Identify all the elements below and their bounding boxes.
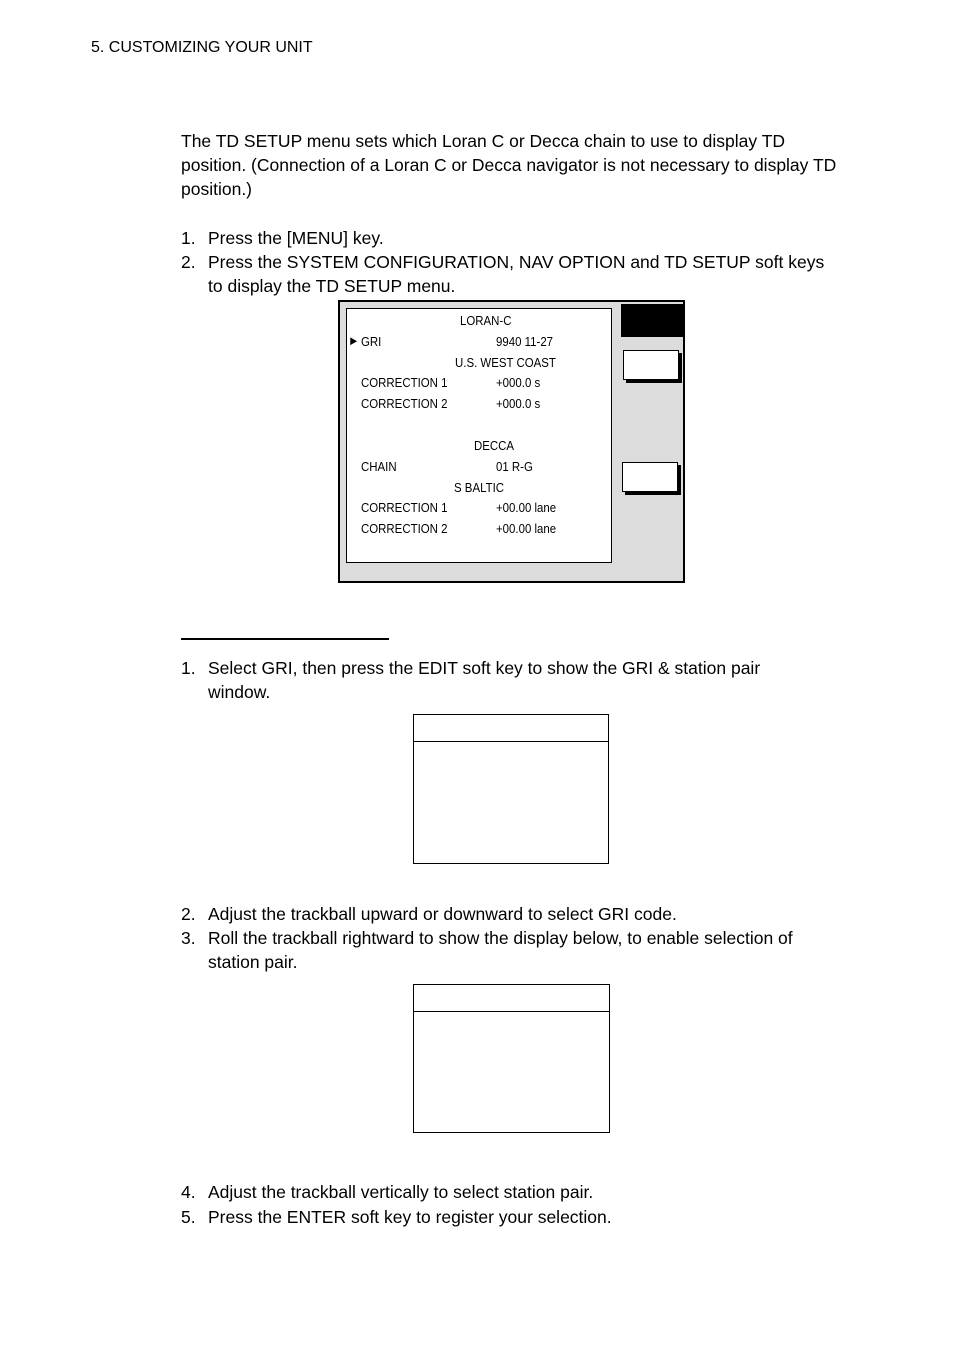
- loran-correction-1-value: +000.0 s: [496, 375, 541, 390]
- step-number: 5.: [181, 1207, 196, 1227]
- step-4-select-pair: [181, 1180, 841, 1204]
- chain-label[interactable]: CHAIN: [361, 459, 397, 474]
- step-number: 4.: [181, 1182, 196, 1202]
- step-number: 3.: [181, 928, 196, 948]
- step-number: 1.: [181, 228, 196, 248]
- step-1-select-gri: [181, 656, 841, 704]
- loran-correction-1-label[interactable]: CORRECTION 1: [361, 375, 448, 390]
- step-number: 2.: [181, 904, 196, 924]
- gri-station-pair-window: [413, 714, 609, 864]
- loran-correction-2-value: +000.0 s: [496, 396, 541, 411]
- step-number: 1.: [181, 658, 196, 678]
- gri-value: 9940 11-27: [496, 334, 554, 349]
- station-pair-window: [413, 984, 610, 1133]
- loran-title: LORAN-C: [460, 313, 512, 328]
- step-5-press-enter: [181, 1205, 841, 1229]
- step-number: 2.: [181, 252, 196, 272]
- decca-correction-1-value: +00.00 lane: [496, 500, 557, 515]
- decca-correction-2-label[interactable]: CORRECTION 2: [361, 521, 448, 536]
- step-text: Adjust the trackball upward or downward to select GRI code.: [208, 904, 677, 924]
- intro-paragraph: The TD SETUP menu sets which Loran C or Decca chain to use to display TD position. (Connection of a Loran C or Decca navigator is not necessary to display TD position.): [181, 131, 837, 199]
- step-text: Roll the trackball rightward to show the display below, to enable selection of station pair.: [208, 928, 793, 972]
- step-2-open-td-setup: [181, 250, 841, 298]
- step-text: Adjust the trackball vertically to select station pair.: [208, 1182, 594, 1202]
- td-setup-menu: [346, 308, 612, 563]
- step-2-adjust-gri: [181, 902, 841, 926]
- step-text: Press the SYSTEM CONFIGURATION, NAV OPTION and TD SETUP soft keys to display the TD SETUP menu.: [208, 252, 825, 296]
- window-title-bar: [414, 715, 608, 742]
- step-text: Press the [MENU] key.: [208, 228, 384, 248]
- loran-correction-2-label[interactable]: CORRECTION 2: [361, 396, 448, 411]
- chain-value: 01 R-G: [496, 459, 533, 474]
- soft-key-2[interactable]: [622, 462, 678, 492]
- decca-correction-1-label[interactable]: CORRECTION 1: [361, 500, 448, 515]
- cursor-arrow-icon: ►: [348, 333, 360, 348]
- td-setup-screen: [338, 300, 685, 583]
- decca-title: DECCA: [474, 438, 515, 453]
- step-3-roll-right: [181, 926, 841, 974]
- page-header: 5. CUSTOMIZING YOUR UNIT: [91, 39, 313, 56]
- section-heading-underline: [181, 638, 389, 640]
- step-1-press-menu: [181, 226, 841, 250]
- decca-correction-2-value: +00.00 lane: [496, 521, 557, 536]
- decca-chain-name: S BALTIC: [454, 480, 505, 495]
- window-title-bar: [414, 985, 609, 1012]
- soft-key-1[interactable]: [623, 350, 679, 380]
- loran-chain-name: U.S. WEST COAST: [455, 355, 556, 370]
- soft-key-title: [621, 304, 683, 337]
- step-text: Select GRI, then press the EDIT soft key to show the GRI & station pair window.: [208, 658, 761, 702]
- gri-label[interactable]: GRI: [361, 334, 382, 349]
- step-text: Press the ENTER soft key to register your selection.: [208, 1207, 612, 1227]
